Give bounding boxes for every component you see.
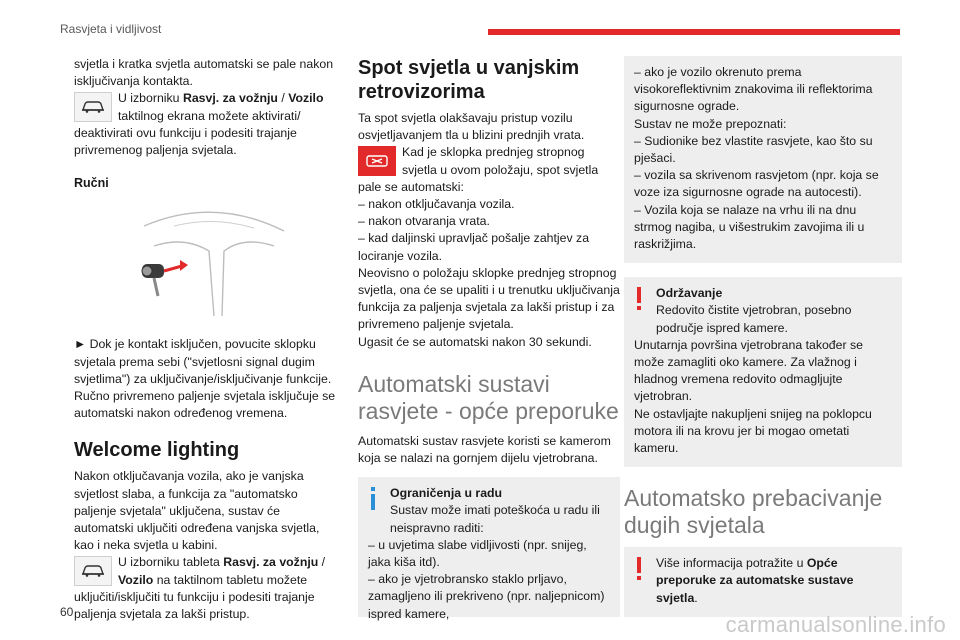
- box-line: – ako je vozilo okrenuto prema visokoreflektivnim znakovima ili reflektorima sigurnosne ograde.: [634, 65, 873, 114]
- steering-stalk-illustration: [114, 206, 314, 324]
- column-right: [624, 56, 902, 617]
- box-line: Unutarnja površina vjetrobrana također se može zamagliti oko kamere. Za vlažnog i hladnog vremena redovito odmagljujte vjetrobran.: [634, 337, 863, 404]
- switch-instruction: Kad je sklopka prednjeg stropnog svjetla u ovom položaju, spot svjetla pale se automatski:: [358, 145, 599, 194]
- box-line: Ne ostavljajte nakupljeni snijeg na poklopcu motora ili na krovu jer bi mogao ometati kameru.: [634, 406, 872, 456]
- info-icon: [368, 487, 378, 516]
- car-menu-icon: [74, 556, 112, 586]
- paragraph: Ta spot svjetla olakšavaju pristup vozilu osvjetljavanjem tla u blizini prednjih vrata.: [358, 111, 585, 143]
- paragraph: Automatski sustav rasvjete koristi se kamerom koja se nalazi na gornjem dijelu vjetrobrana.: [358, 433, 611, 466]
- column-middle: [358, 56, 620, 621]
- paragraph: svjetla i kratka svjetla automatski se pale nakon isključivanja kontakta.: [74, 57, 334, 89]
- section-title-automatic-lighting: Automatski sustavi rasvjete - opće preporuke: [358, 370, 619, 424]
- limitations-box-continued: [624, 56, 902, 263]
- list-item: – nakon otvaranja vrata.: [358, 214, 490, 229]
- warning-icon: [634, 287, 644, 316]
- menu-instruction: U izborniku Rasvj. za vožnju / Vozilo taktilnog ekrana možete aktivirati/ deaktivirati ovu funkciju i podesiti trajanje privremenog paljenja svjetala.: [74, 91, 324, 158]
- paragraph: Nakon otključavanja vozila, ako je vanjska svjetlost slaba, a funkcija za "automatsko paljenje svjetala" uključena, sustav će automatski uključiti određena vanjska svjetla, kao i neka svjetla u kabini.: [74, 469, 320, 553]
- limitations-box: [358, 477, 620, 621]
- paragraph: Ugasit će se automatski nakon 30 sekundi.: [358, 334, 592, 349]
- section-title-spot-lights: Spot svjetla u vanjskim retrovizorima: [358, 57, 580, 103]
- roof-light-switch-icon: [358, 146, 396, 176]
- watermark: carmanualsonline.info: [725, 612, 946, 637]
- menu-instruction: U izborniku tableta Rasvj. za vožnju / Vozilo na taktilnom tabletu možete uključiti/isključiti tu funkciju i podesiti trajanje paljenja svjetala za lakši pristup.: [74, 555, 326, 622]
- box-title: Ograničenja u radu: [390, 486, 503, 501]
- paragraph: Neovisno o položaju sklopke prednjeg stropnog svjetla, ona će se upaliti i u trenutku uključivanja funkcija za paljenja svjetala za lakši pristup i za privremeno paljenje svjetala.: [358, 265, 620, 332]
- list-item: – kad daljinski upravljač pošalje zahtjev za lociranje vozila.: [358, 231, 590, 263]
- instruction-paragraph: ► Dok je kontakt isključen, povucite sklopku svjetala prema sebi ("svjetlosni signal dugim svjetlima") za uključivanje/isključivanje funkcije. Ručno privremeno paljenje svjetala isključuje se automatski nakon određenog vremena.: [74, 337, 336, 421]
- box-title: Održavanje: [656, 286, 723, 301]
- box-line: Redovito čistite vjetrobran, posebno područje ispred kamere.: [656, 303, 852, 335]
- car-menu-icon: [74, 92, 112, 122]
- page-number: 60: [60, 605, 74, 619]
- box-line: Sustav ne može prepoznati:: [634, 116, 787, 131]
- box-line: Sustav može imati poteškoća u radu ili neispravno raditi:: [390, 503, 600, 535]
- box-line: – Vozila koja se nalaze na vrhu ili na dnu strmog nagiba, u višestrukim zavojima ili u raskrižjima.: [634, 202, 865, 252]
- warning-icon: [634, 557, 644, 586]
- box-line: – ako je vjetrobransko staklo prljavo, zamagljeno ili prekriveno (npr. naljepnicom) ispred kamere,: [368, 572, 605, 621]
- box-line: – vozila sa skrivenom rasvjetom (npr. koja se voze iza sigurnosne ograde na autocesti).: [634, 168, 879, 200]
- section-title-high-beam: Automatsko prebacivanje dugih svjetala: [624, 485, 883, 539]
- running-header: Rasvjeta i vidljivost: [60, 22, 162, 36]
- box-line: – u uvjetima slabe vidljivosti (npr. snijeg, jaka kiša itd).: [368, 537, 587, 570]
- maintenance-box: [624, 277, 902, 467]
- section-title-welcome-lighting: Welcome lighting: [74, 439, 240, 462]
- see-also-box: Više informacija potražite u Opće preporuke za automatske sustave svjetla.: [624, 547, 902, 617]
- header-accent-bar: [488, 29, 900, 35]
- subheading: Ručni: [74, 176, 109, 191]
- list-item: – nakon otključavanja vozila.: [358, 197, 515, 212]
- box-line: – Sudionike bez vlastite rasvjete, kao što su pješaci.: [634, 133, 873, 166]
- column-left: [74, 56, 336, 623]
